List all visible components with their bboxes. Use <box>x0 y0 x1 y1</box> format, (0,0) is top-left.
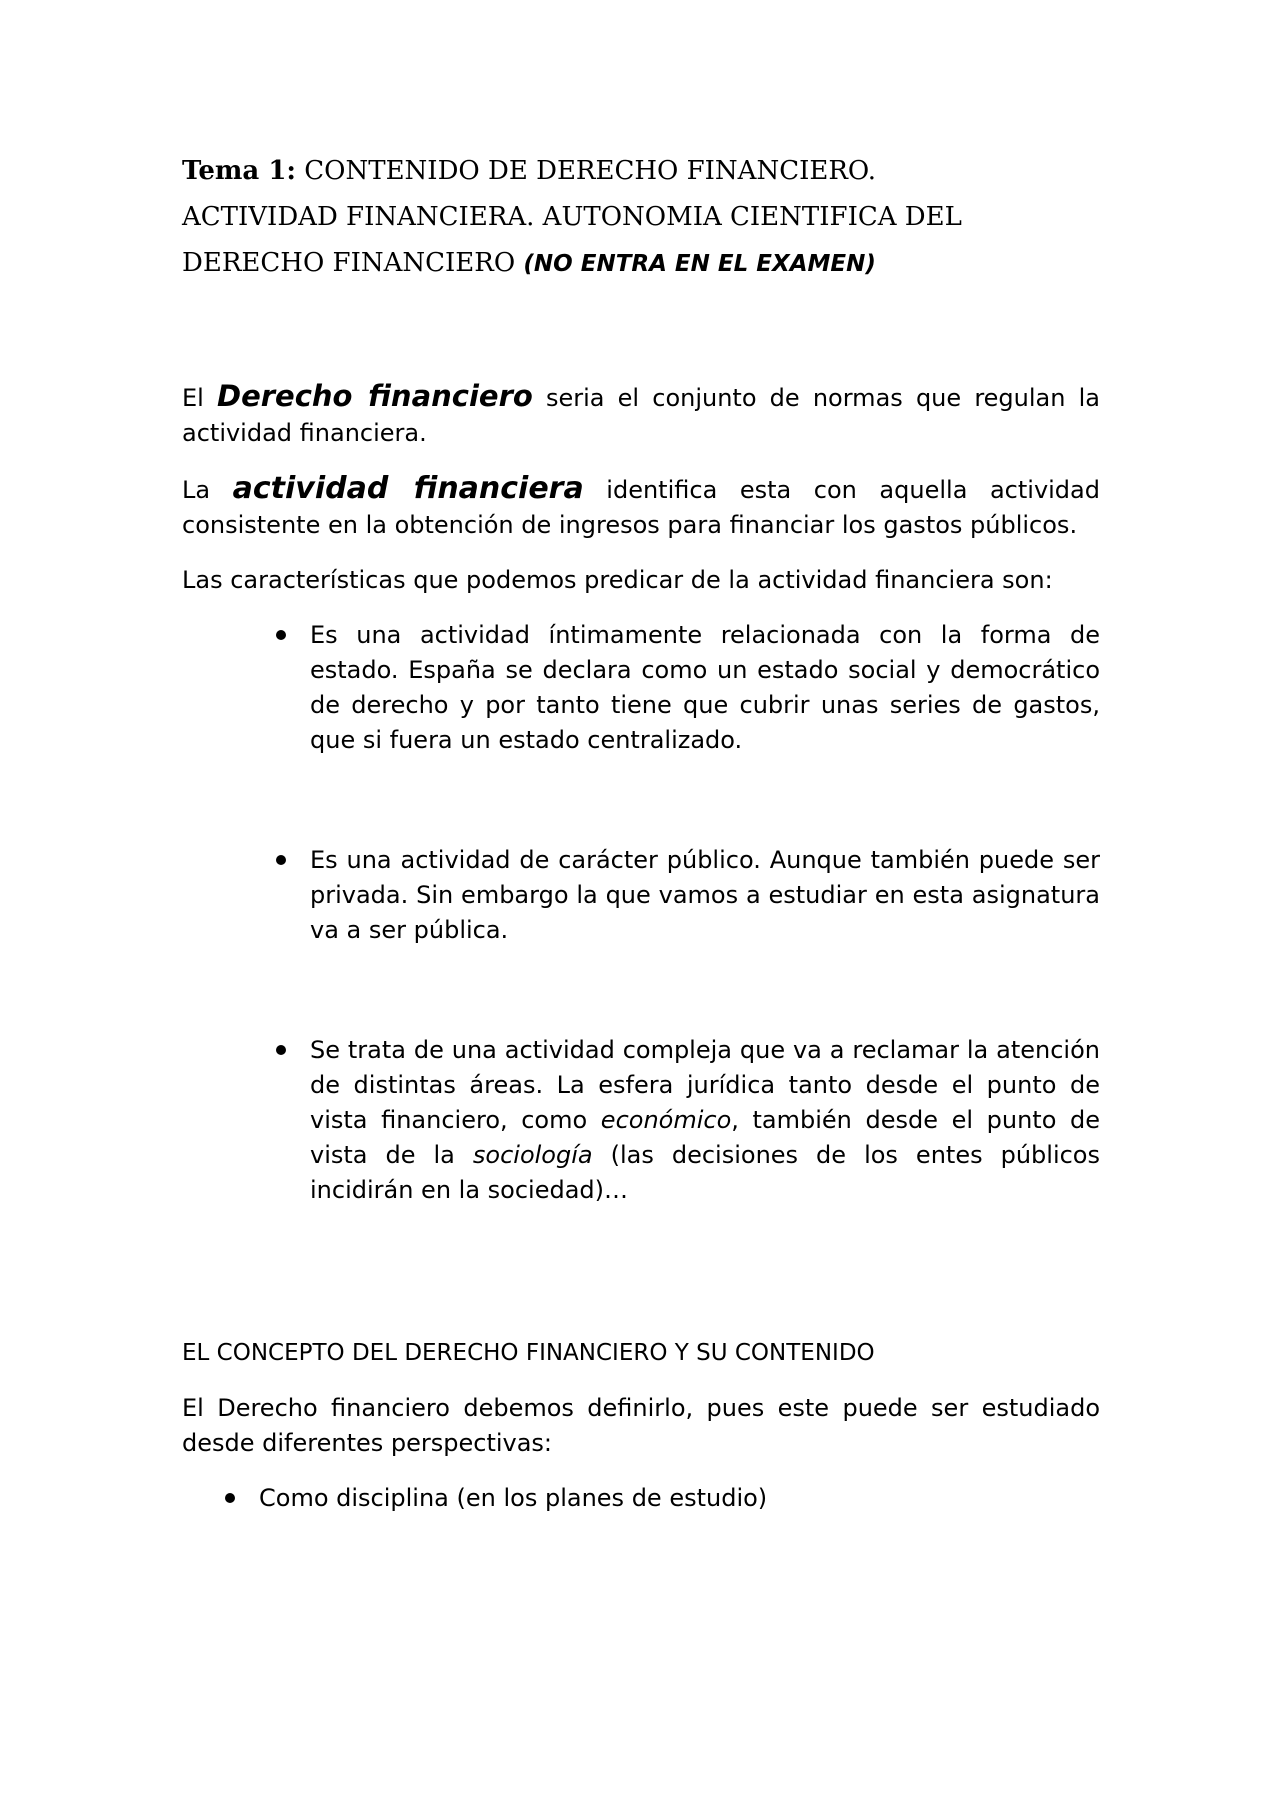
term-derecho-financiero: Derecho financiero <box>217 379 533 413</box>
bullet-icon <box>225 1493 235 1503</box>
title-line-3: DERECHO FINANCIERO <box>182 248 516 278</box>
perspectives-list <box>182 1481 1100 1516</box>
list-item <box>310 618 1100 758</box>
section-heading: EL CONCEPTO DEL DERECHO FINANCIERO Y SU CONTENIDO <box>182 1340 875 1366</box>
para2-post: identifica esta con aquella actividad consistente en la obtención de ingresos para financiar los gastos públicos. <box>182 476 1100 539</box>
bullet-text: Como disciplina (en los planes de estudio) <box>259 1484 768 1512</box>
bullet-text-part-1: Se trata de una actividad compleja que va a reclamar la atención de distintas áreas. La esfera jurídica tanto desde el punto de vista financiero, como <box>310 1036 1100 1134</box>
bullet-text-part-2: , también desde el punto de vista de la <box>310 1106 1100 1169</box>
title-line-2: ACTIVIDAD FINANCIERA. AUTONOMIA CIENTIFICA DEL <box>182 202 962 232</box>
para1-pre: El <box>182 384 217 412</box>
term-actividad-financiera: actividad financiera <box>232 471 584 506</box>
list-item <box>310 843 1100 948</box>
paragraph-concepto: El Derecho financiero debemos definirlo, pues este puede ser estudiado desde diferentes perspectivas: <box>182 1394 1100 1457</box>
paragraph-derecho-financiero <box>182 379 1100 451</box>
list-item <box>259 1481 1100 1516</box>
characteristics-list <box>182 618 1100 1208</box>
bullet-text-italic-1: económico <box>600 1106 732 1134</box>
para1-post: seria el conjunto de normas que regulan la actividad financiera. <box>182 384 1100 447</box>
para2-pre: La <box>182 476 233 504</box>
bullet-icon <box>276 1045 286 1055</box>
bullet-text: Es una actividad íntimamente relacionada con la forma de estado. España se declara como un estado social y democrático de derecho y por tanto tiene que cubrir unas series de gastos, que si fuera un estado centralizado. <box>310 621 1100 754</box>
list-item <box>310 1033 1100 1208</box>
paragraph-caracteristicas: Las características que podemos predicar de la actividad financiera son: <box>182 566 1053 594</box>
title-line-1: CONTENIDO DE DERECHO FINANCIERO. <box>304 156 876 186</box>
bullet-text-part-3: (las decisiones de los entes públicos incidirán en la sociedad)… <box>310 1141 1100 1204</box>
bullet-icon <box>276 855 286 865</box>
bullet-icon <box>276 630 286 640</box>
bullet-text-italic-2: sociología <box>472 1141 593 1169</box>
document-title <box>182 148 1100 287</box>
title-note: (NO ENTRA EN EL EXAMEN) <box>523 251 876 277</box>
bullet-text: Es una actividad de carácter público. Aunque también puede ser privada. Sin embargo la que vamos a estudiar en esta asignatura va a ser pública. <box>310 846 1100 944</box>
document-page <box>182 148 1100 1516</box>
paragraph-actividad-financiera <box>182 471 1100 543</box>
title-prefix: Tema 1: <box>182 156 297 186</box>
